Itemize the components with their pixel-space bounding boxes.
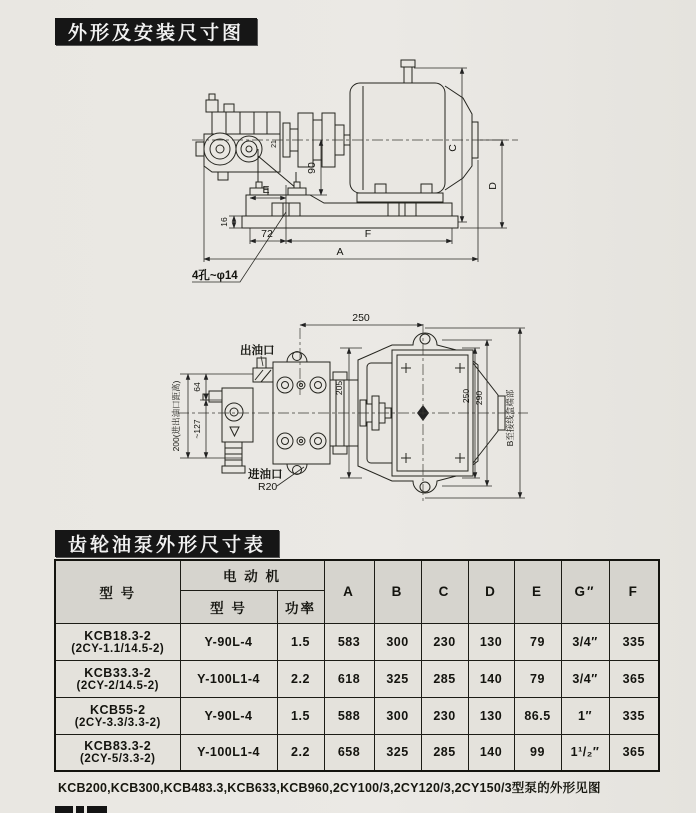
dim-250-right-label: 250 <box>461 388 471 404</box>
plan-view-drawing <box>130 300 570 515</box>
inlet-label: 进油口 <box>248 469 283 481</box>
cell-model <box>55 697 180 734</box>
cell-g: 3/4″ <box>561 660 609 697</box>
cell-e: 79 <box>514 623 561 660</box>
outlet-label: 出油口 <box>240 345 275 357</box>
motor-side-view <box>350 60 478 202</box>
dim-90-label: 90 <box>306 162 318 174</box>
cell-c: 285 <box>421 660 468 697</box>
dim-290-label: 290 <box>474 390 484 406</box>
holes-callout-label: 4孔~φ14 <box>192 270 238 282</box>
header-dim-c: C <box>421 560 468 623</box>
cell-c: 230 <box>421 697 468 734</box>
cell-power: 1.5 <box>277 697 324 734</box>
cell-b: 325 <box>374 660 421 697</box>
cell-c: 230 <box>421 623 468 660</box>
cell-g: 1″ <box>561 697 609 734</box>
cell-power: 2.2 <box>277 660 324 697</box>
header-motor-power: 功率 <box>277 590 324 623</box>
cell-e: 99 <box>514 734 561 771</box>
header-dim-a: A <box>324 560 374 623</box>
cell-power: 2.2 <box>277 734 324 771</box>
section-title-outline-drawing: 外形及安装尺寸图 <box>55 18 257 45</box>
dim-64-label: 64 <box>192 382 202 392</box>
cell-d: 130 <box>468 697 514 734</box>
cell-motor-model: Y-100L1-4 <box>180 660 277 697</box>
cell-power: 1.5 <box>277 623 324 660</box>
dim-205-label: 205 <box>334 380 344 396</box>
cell-g: 3/4″ <box>561 623 609 660</box>
cell-model <box>55 660 180 697</box>
table-row <box>55 623 659 660</box>
header-dim-f: F <box>609 560 659 623</box>
cell-a: 618 <box>324 660 374 697</box>
dim-72-label: 72 <box>261 228 273 240</box>
dim-16-label: 16 <box>219 217 229 227</box>
table-header-row-1 <box>55 560 659 590</box>
model-alt-code: (2CY-1.1/14.5-2) <box>71 642 165 655</box>
side-view-drawing <box>100 52 660 300</box>
header-motor-model: 型 号 <box>180 590 277 623</box>
header-model: 型 号 <box>55 560 180 623</box>
cell-e: 79 <box>514 660 561 697</box>
model-code: KCB55-2 <box>89 702 146 717</box>
table-row <box>55 660 659 697</box>
dim-c-label: C <box>447 144 459 152</box>
dim-d-label: D <box>487 182 499 190</box>
cell-a: 583 <box>324 623 374 660</box>
cell-e: 86.5 <box>514 697 561 734</box>
dim-127-label: ~127 <box>192 419 202 439</box>
cell-b: 300 <box>374 623 421 660</box>
dim-r20-label: R20 <box>258 481 278 493</box>
cell-motor-model: Y-90L-4 <box>180 697 277 734</box>
cell-motor-model: Y-100L1-4 <box>180 734 277 771</box>
model-code: KCB83.3-2 <box>84 739 152 754</box>
dim-250-top-label: 250 <box>352 312 370 324</box>
header-dim-g: G″ <box>561 560 609 623</box>
model-alt-code: (2CY-3.3/3.3-2) <box>74 716 161 729</box>
section-title-dimension-table: 齿轮油泵外形尺寸表 <box>55 530 279 557</box>
header-motor: 电 动 机 <box>180 560 324 590</box>
cell-d: 140 <box>468 734 514 771</box>
cell-model <box>55 623 180 660</box>
model-alt-code: (2CY-5/3.3-2) <box>79 753 156 766</box>
cell-b: 325 <box>374 734 421 771</box>
cell-g: 1¹/₂″ <box>561 734 609 771</box>
table-row <box>55 734 659 771</box>
cell-b: 300 <box>374 697 421 734</box>
table-footnote: KCB200,KCB300,KCB483.3,KCB633,KCB960,2CY100/3,2CY120/3,2CY150/3型泵的外形见图 <box>58 781 601 795</box>
model-code: KCB18.3-2 <box>84 628 152 643</box>
header-dim-e: E <box>514 560 561 623</box>
dim-200-label: 200(进出油口距离) <box>171 380 181 452</box>
cell-f: 335 <box>609 697 659 734</box>
cell-f: 365 <box>609 660 659 697</box>
header-dim-b: B <box>374 560 421 623</box>
dim-21-label: 21 <box>271 140 278 148</box>
cell-a: 588 <box>324 697 374 734</box>
next-section-partial <box>76 806 84 813</box>
dim-a-label: A <box>336 246 344 258</box>
next-section-partial <box>87 806 107 813</box>
pump-dimension-table <box>54 559 660 772</box>
cell-a: 658 <box>324 734 374 771</box>
model-alt-code: (2CY-2/14.5-2) <box>76 679 159 692</box>
cell-f: 335 <box>609 623 659 660</box>
dim-e-label: E <box>262 184 270 196</box>
cell-f: 365 <box>609 734 659 771</box>
cell-d: 130 <box>468 623 514 660</box>
cell-motor-model: Y-90L-4 <box>180 623 277 660</box>
table-row <box>55 697 659 734</box>
model-code: KCB33.3-2 <box>84 665 152 680</box>
cell-d: 140 <box>468 660 514 697</box>
header-dim-d: D <box>468 560 514 623</box>
note-b-label: B至接线盒端部 <box>505 389 515 447</box>
cell-model <box>55 734 180 771</box>
dim-f-label: F <box>364 228 372 240</box>
cell-c: 285 <box>421 734 468 771</box>
next-section-partial <box>55 806 73 813</box>
